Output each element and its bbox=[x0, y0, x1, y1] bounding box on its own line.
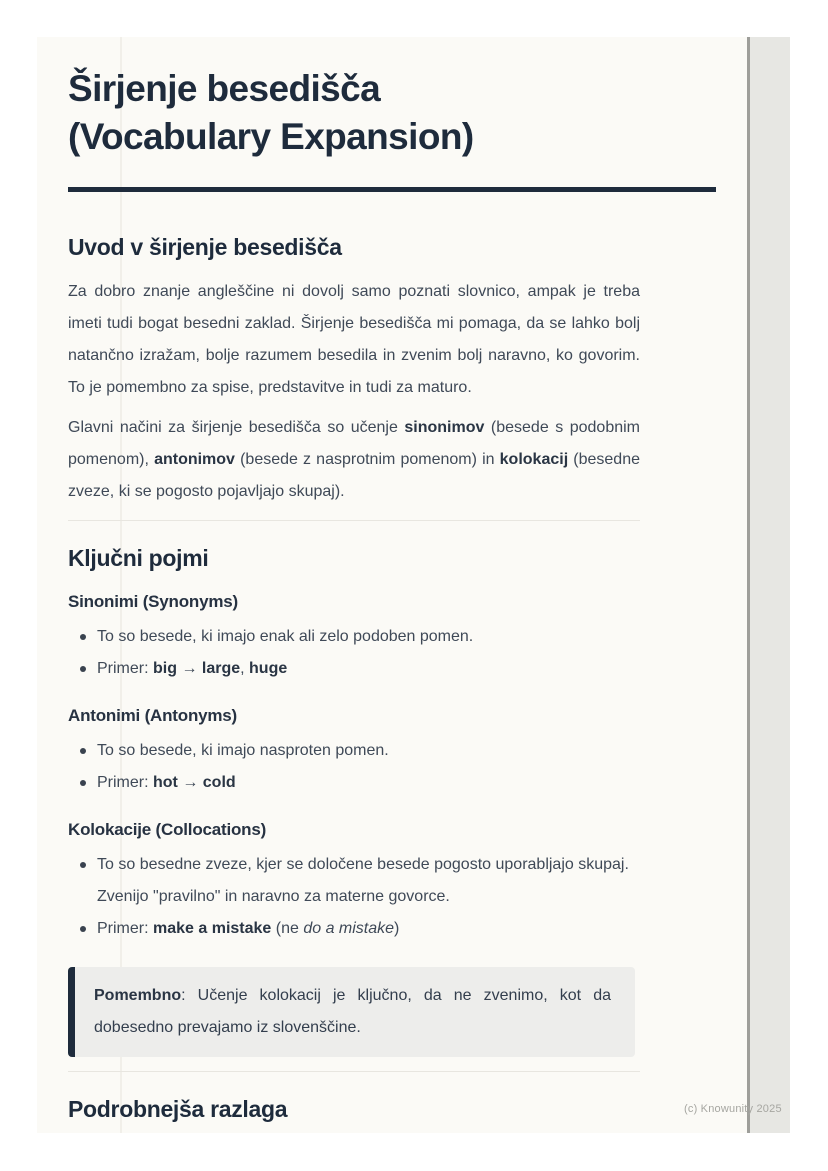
bullet-item: To so besede, ki imajo enak ali zelo podoben pomen. bbox=[68, 621, 640, 653]
bullet-item: Primer: big → large, huge bbox=[68, 653, 640, 685]
section-divider bbox=[68, 1071, 640, 1072]
intro-paragraph-1: Za dobro znanje angleščine ni dovolj samo poznati slovnico, ampak je treba imeti tudi bogat besedni zaklad. Širjenje besedišča mi pomaga, da se lahko bolj natančno izražam, bolje razumem besedila in zvenim bolj naravno, ko govorim. To je pomembno za spise, predstavitve in tudi za maturo. bbox=[68, 283, 640, 396]
term-bullet-list bbox=[68, 849, 716, 945]
term-subheading: Sinonimi (Synonyms) bbox=[68, 592, 238, 611]
bullet-item: To so besede, ki imajo nasproten pomen. bbox=[68, 735, 640, 767]
important-callout-text: Pomembno: Učenje kolokacij je ključno, da ne zvenimo, kot da dobesedno prevajamo iz slovenščine. bbox=[94, 987, 611, 1036]
section-heading-key-terms: Ključni pojmi bbox=[68, 545, 209, 571]
important-callout bbox=[68, 967, 635, 1057]
section-divider bbox=[68, 520, 640, 521]
term-subheading: Antonimi (Antonyms) bbox=[68, 706, 238, 725]
document-title-line1: Širjenje besedišča bbox=[68, 68, 381, 109]
term-groups bbox=[68, 591, 716, 945]
title-rule bbox=[68, 187, 716, 192]
bullet-item: To so besedne zveze, kjer se določene besede pogosto uporabljajo skupaj. Zvenijo "pravilno" in naravno za materne govorce. bbox=[68, 849, 640, 913]
bullet-item: Primer: hot → cold bbox=[68, 767, 640, 799]
document-page bbox=[37, 37, 747, 1133]
term-subheading: Kolokacije (Collocations) bbox=[68, 820, 267, 839]
bullet-item: Primer: make a mistake (ne do a mistake) bbox=[68, 913, 640, 945]
document-content bbox=[37, 37, 747, 1122]
intro-paragraph-2: Glavni načini za širjenje besedišča so učenje sinonimov (besede s podobnim pomenom), antonimov (besede z nasprotnim pomenom) in kolokacij (besedne zveze, ki se pogosto pojavljajo skupaj). bbox=[68, 419, 640, 500]
page-edge-strip bbox=[747, 37, 790, 1133]
watermark: (c) Knowunity 2025 bbox=[684, 1103, 782, 1115]
term-bullet-list bbox=[68, 621, 716, 685]
section-heading-detail: Podrobnejša razlaga bbox=[68, 1096, 288, 1122]
document-title bbox=[68, 65, 716, 161]
section-heading-intro: Uvod v širjenje besedišča bbox=[68, 234, 342, 260]
term-bullet-list bbox=[68, 735, 716, 799]
document-title-line2: (Vocabulary Expansion) bbox=[68, 116, 474, 157]
